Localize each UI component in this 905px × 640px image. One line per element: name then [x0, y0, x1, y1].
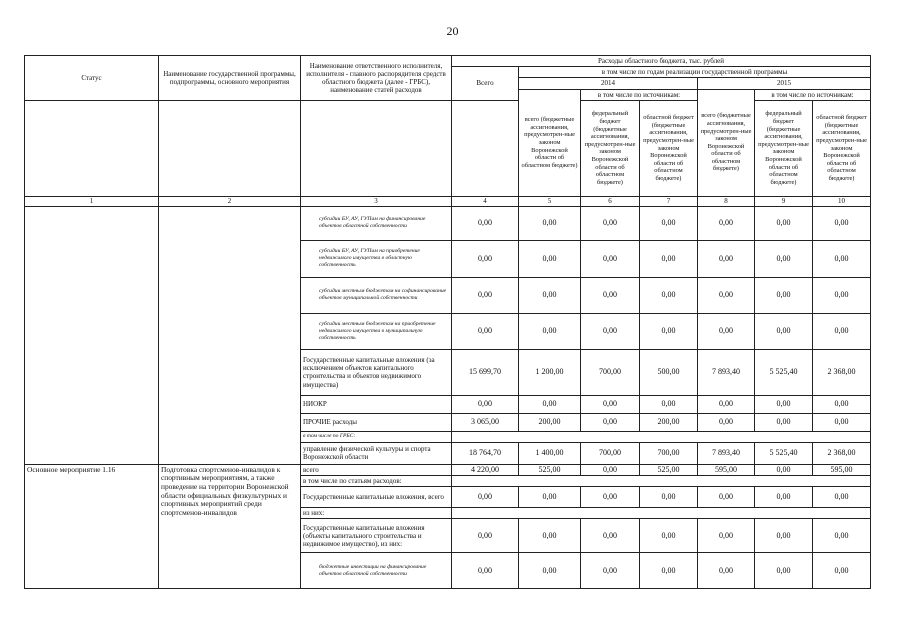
row-label: Государственные капитальные вложения, всего	[301, 487, 452, 508]
row-label: бюджетные инвестиции на финансирование объектов областной собственности	[301, 553, 452, 589]
row-label: всего	[301, 464, 452, 475]
cell-value: 0,00	[813, 206, 871, 240]
cell-value: 0,00	[519, 277, 581, 313]
cell-value: 0,00	[813, 519, 871, 553]
column-index-row	[25, 196, 871, 206]
col-index: 4	[452, 196, 519, 206]
header-regional-2015: областной бюджет (бюджетные ассигнования, предусмотрен-ные законом Воронежской области об областном бюджете)	[813, 100, 871, 196]
cell-value: 0,00	[581, 487, 640, 508]
table-row	[25, 464, 871, 475]
header-sources-2015: в том числе по источникам:	[755, 89, 871, 100]
cell-value: 0,00	[698, 240, 755, 277]
cell-value: 0,00	[755, 464, 813, 475]
row-label: субсидии БУ, АУ, ГУПам на приобретение недвижимого имущества в областную собственность	[301, 240, 452, 277]
row-label: субсидии местным бюджетам на приобретение недвижимого имущества в муниципальную собственность	[301, 313, 452, 349]
row-label: из них:	[301, 508, 452, 519]
row-label: субсидии местным бюджетам на софинансирование объектов муниципальной собственности	[301, 277, 452, 313]
header-sources-2014: в том числе по источникам:	[581, 89, 698, 100]
col-index: 6	[581, 196, 640, 206]
col-index: 7	[640, 196, 698, 206]
cell-value: 0,00	[519, 553, 581, 589]
empty-values	[452, 431, 871, 442]
cell-value: 0,00	[581, 313, 640, 349]
cell-value: 0,00	[581, 206, 640, 240]
cell-value: 0,00	[640, 277, 698, 313]
status-cell-empty	[25, 206, 159, 464]
header-total-cont	[452, 100, 519, 196]
cell-value: 5 525,40	[755, 442, 813, 464]
cell-value: 0,00	[452, 313, 519, 349]
cell-value: 0,00	[755, 240, 813, 277]
cell-value: 700,00	[640, 442, 698, 464]
cell-value: 0,00	[755, 553, 813, 589]
cell-value: 0,00	[581, 277, 640, 313]
cell-value: 0,00	[452, 206, 519, 240]
cell-value: 200,00	[640, 413, 698, 431]
cell-value: 0,00	[581, 464, 640, 475]
table-row	[25, 206, 871, 240]
cell-value: 0,00	[640, 487, 698, 508]
header-program-cont	[159, 100, 301, 196]
row-label: управление физической культуры и спорта Воронежской области	[301, 442, 452, 464]
cell-value: 0,00	[698, 413, 755, 431]
header-federal-2014: федеральный бюджет (бюджетные ассигнования, предусмотрен-ные законом Воронежской области об областном бюджете)	[581, 100, 640, 196]
cell-value: 0,00	[640, 206, 698, 240]
cell-value: 15 699,70	[452, 349, 519, 395]
cell-value: 1 400,00	[519, 442, 581, 464]
empty-values	[452, 476, 871, 487]
cell-value: 0,00	[452, 395, 519, 413]
row-label: Государственные капитальные вложения (за исключением объектов капитального строительства и объектов недвижимого имущества)	[301, 349, 452, 395]
header-year-2014: 2014	[519, 78, 698, 89]
header-total: Всего	[452, 67, 519, 101]
header-all-2014: всего (бюджетные ассигнования, предусмотрен-ные законом Воронежской области об областном бюджете)	[519, 89, 581, 196]
cell-value: 500,00	[640, 349, 698, 395]
cell-value: 0,00	[640, 240, 698, 277]
cell-value: 0,00	[698, 206, 755, 240]
header-executor-cont	[301, 100, 452, 196]
cell-value: 0,00	[698, 519, 755, 553]
cell-value: 0,00	[640, 395, 698, 413]
cell-value: 0,00	[640, 313, 698, 349]
cell-value: 2 368,00	[813, 349, 871, 395]
cell-value: 525,00	[640, 464, 698, 475]
col-index: 9	[755, 196, 813, 206]
cell-value: 0,00	[813, 277, 871, 313]
row-label: Государственные капитальные вложения (объекты капитального строительства и недвижимое имущество), из них:	[301, 519, 452, 553]
header-by-years: в том числе по годам реализации государственной программы	[519, 67, 871, 78]
row-label: в том числе по статьям расходов:	[301, 476, 452, 487]
cell-value: 0,00	[581, 395, 640, 413]
col-index: 10	[813, 196, 871, 206]
cell-value: 200,00	[519, 413, 581, 431]
cell-value: 0,00	[581, 519, 640, 553]
cell-value: 0,00	[813, 395, 871, 413]
cell-value: 0,00	[581, 413, 640, 431]
cell-value: 1 200,00	[519, 349, 581, 395]
cell-value: 0,00	[755, 277, 813, 313]
row-label: в том числе по ГРБС:	[301, 431, 452, 442]
cell-value: 700,00	[581, 349, 640, 395]
event-status: Основное мероприятие 1.16	[25, 464, 159, 589]
cell-value: 0,00	[581, 553, 640, 589]
col-index: 8	[698, 196, 755, 206]
header-program-name: Наименование государственной программы, подпрограммы, основного мероприятия	[159, 56, 301, 101]
header-federal-2015: федеральный бюджет (бюджетные ассигнования, предусмотрен-ные законом Воронежской области об областном бюджете)	[755, 100, 813, 196]
header-status: Статус	[25, 56, 159, 101]
page-number: 20	[446, 24, 459, 38]
row-label: ПРОЧИЕ расходы	[301, 413, 452, 431]
cell-value: 0,00	[519, 206, 581, 240]
cell-value: 0,00	[698, 395, 755, 413]
cell-value: 0,00	[452, 553, 519, 589]
header-year-2015: 2015	[698, 78, 871, 89]
cell-value: 0,00	[519, 313, 581, 349]
budget-table	[24, 55, 871, 589]
cell-value: 0,00	[452, 519, 519, 553]
cell-value: 4 220,00	[452, 464, 519, 475]
cell-value: 0,00	[813, 313, 871, 349]
row-label: субсидии БУ, АУ, ГУПам на финансирование объектов областной собственности	[301, 206, 452, 240]
cell-value: 0,00	[755, 519, 813, 553]
cell-value: 18 764,70	[452, 442, 519, 464]
cell-value: 0,00	[452, 487, 519, 508]
header-regional-2014: областной бюджет (бюджетные ассигнования, предусмотрен-ные законом Воронежской области об областном бюджете)	[640, 100, 698, 196]
cell-value: 525,00	[519, 464, 581, 475]
program-cell-empty	[159, 206, 301, 464]
cell-value: 0,00	[452, 277, 519, 313]
col-index: 3	[301, 196, 452, 206]
cell-value: 0,00	[755, 487, 813, 508]
cell-value: 2 368,00	[813, 442, 871, 464]
cell-value: 5 525,40	[755, 349, 813, 395]
cell-value: 0,00	[640, 519, 698, 553]
cell-value: 0,00	[698, 487, 755, 508]
cell-value: 7 893,40	[698, 349, 755, 395]
cell-value: 595,00	[813, 464, 871, 475]
cell-value: 7 893,40	[698, 442, 755, 464]
header-expenses: Расходы областного бюджета, тыс. рублей	[452, 56, 871, 67]
cell-value: 0,00	[813, 413, 871, 431]
cell-value: 0,00	[813, 553, 871, 589]
header-all-2015: всего (бюджетные ассигнования, предусмотрен-ные законом Воронежской области об областном бюджете)	[698, 89, 755, 196]
cell-value: 0,00	[698, 553, 755, 589]
header-executor: Наименование ответственного исполнителя, исполнителя - главного распорядителя средств областного бюджета (далее - ГРБС), наименование статей расходов	[301, 56, 452, 101]
cell-value: 0,00	[755, 395, 813, 413]
cell-value: 595,00	[698, 464, 755, 475]
cell-value: 0,00	[519, 395, 581, 413]
cell-value: 0,00	[755, 206, 813, 240]
cell-value: 0,00	[452, 240, 519, 277]
cell-value: 0,00	[698, 313, 755, 349]
cell-value: 0,00	[519, 487, 581, 508]
col-index: 1	[25, 196, 159, 206]
cell-value: 700,00	[581, 442, 640, 464]
cell-value: 0,00	[698, 277, 755, 313]
cell-value: 0,00	[519, 240, 581, 277]
cell-value: 0,00	[755, 313, 813, 349]
header-status-cont	[25, 100, 159, 196]
cell-value: 0,00	[813, 240, 871, 277]
col-index: 5	[519, 196, 581, 206]
cell-value: 0,00	[519, 519, 581, 553]
empty-values	[452, 508, 871, 519]
cell-value: 0,00	[813, 487, 871, 508]
cell-value: 0,00	[755, 413, 813, 431]
col-index: 2	[159, 196, 301, 206]
row-label: НИОКР	[301, 395, 452, 413]
event-name: Подготовка спортсменов-инвалидов к спортивным мероприятиям, а также проведение на территории Воронежской области официальных физкультурных и спортивных мероприятий среди спортсменов-инвалидов	[159, 464, 301, 589]
cell-value: 0,00	[640, 553, 698, 589]
cell-value: 3 065,00	[452, 413, 519, 431]
cell-value: 0,00	[581, 240, 640, 277]
